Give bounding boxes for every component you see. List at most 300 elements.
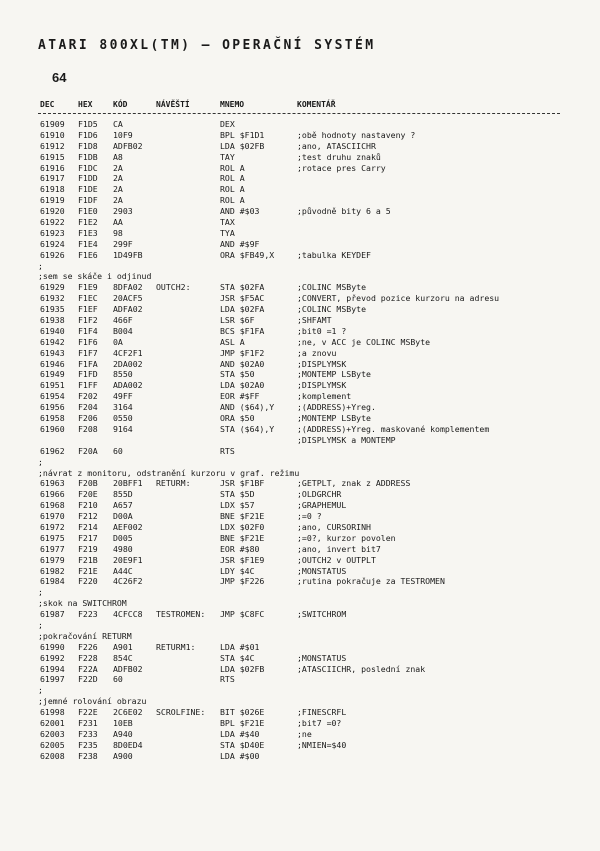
machine-code: ADFA02 (113, 304, 143, 315)
code-line (38, 173, 568, 184)
mnemonic: JMP $F1F2 (220, 347, 265, 358)
machine-code: CA (113, 119, 123, 129)
code-line (38, 533, 568, 544)
comment-text: ;pokračování RETURM (38, 630, 132, 641)
header-comment: KOMENTÁŘ (297, 100, 336, 109)
machine-code: 2903 (113, 206, 133, 217)
dec-address: 61916 (40, 162, 65, 173)
code-line (38, 163, 568, 174)
mnemonic: ROL A (220, 162, 245, 173)
hex-address: F1DC (78, 162, 98, 173)
dec-address: 61982 (40, 565, 65, 576)
dec-address: 61960 (40, 423, 65, 434)
comment: ;bit0 =1 ? (297, 325, 347, 336)
hex-address: F231 (78, 717, 98, 728)
mnemonic: LDA #$00 (220, 750, 260, 761)
mnemonic: JSR $F5AC (220, 293, 265, 304)
hex-address: F1D5 (78, 119, 98, 129)
machine-code: 8550 (113, 369, 133, 380)
dec-address: 61958 (40, 413, 65, 424)
comment: ;ano, ATASCIICHR (297, 140, 376, 151)
machine-code: 299F (113, 238, 133, 249)
comment: ;SHFAMT (297, 315, 332, 326)
mnemonic: AND #$03 (220, 206, 260, 217)
mnemonic: STA $5D (220, 489, 255, 500)
code-line (38, 566, 568, 577)
mnemonic: LDX $57 (220, 500, 255, 511)
machine-code: 9164 (113, 423, 133, 434)
machine-code: 0A (113, 336, 123, 347)
comment-text: ; (38, 685, 43, 696)
dec-address: 61992 (40, 652, 65, 663)
machine-code: 4C26F2 (113, 576, 143, 587)
comment: ;SWITCHROM (297, 609, 347, 620)
hex-address: F233 (78, 728, 98, 739)
dec-address: 61929 (40, 282, 65, 293)
mnemonic: ROL A (220, 173, 245, 184)
dec-address: 61924 (40, 238, 65, 249)
dec-address: 61956 (40, 402, 65, 413)
dec-address: 61970 (40, 511, 65, 522)
dec-address: 61910 (40, 129, 65, 140)
code-line (38, 642, 568, 653)
mnemonic: STA $4C (220, 652, 255, 663)
comment-text: ; (38, 587, 43, 598)
code-line (38, 130, 568, 141)
dec-address: 61962 (40, 445, 65, 456)
comment: ;COLINC MSByte (297, 304, 367, 315)
dec-address: 61909 (40, 119, 65, 129)
label: RETURM: (156, 478, 191, 489)
hex-address: F22D (78, 674, 98, 685)
mnemonic: TYA (220, 227, 235, 238)
machine-code: 20ACF5 (113, 293, 143, 304)
comment-text: ;návrat z monitoru, odstranění kurzoru v graf. režimu (38, 467, 300, 478)
comment-line (38, 631, 568, 642)
code-line (38, 653, 568, 664)
hex-address: F217 (78, 532, 98, 543)
code-line (38, 576, 568, 587)
mnemonic: LDA $02FB (220, 140, 265, 151)
machine-code: A940 (113, 728, 133, 739)
dec-address: 61922 (40, 217, 65, 228)
mnemonic: AND ($64),Y (220, 402, 275, 413)
hex-address: F214 (78, 521, 98, 532)
hex-address: F1EC (78, 293, 98, 304)
dec-address: 61938 (40, 315, 65, 326)
comment: ;MONTEMP LSByte (297, 413, 371, 424)
header-dec: DEC (40, 100, 55, 109)
mnemonic: STA $D40E (220, 739, 265, 750)
dec-address: 61966 (40, 489, 65, 500)
hex-address: F20A (78, 445, 98, 456)
dec-address: 61920 (40, 206, 65, 217)
code-line (38, 348, 568, 359)
comment-line (38, 598, 568, 609)
comment: ;komplement (297, 391, 352, 402)
comment: ;OUTCH2 v OUTPLT (297, 554, 376, 565)
code-line (38, 511, 568, 522)
code-line (38, 413, 568, 424)
mnemonic: BNE $F21E (220, 532, 265, 543)
dec-address: 61940 (40, 325, 65, 336)
comment: ;DISPLYMSK (297, 358, 347, 369)
code-line (38, 217, 568, 228)
comment: ;původně bity 6 a 5 (297, 206, 391, 217)
machine-code: 20BFF1 (113, 478, 143, 489)
comment: ;ano, invert bit7 (297, 543, 381, 554)
label: TESTROMEN: (156, 609, 206, 620)
code-line (38, 718, 568, 729)
hex-address: F223 (78, 609, 98, 620)
hex-address: F204 (78, 402, 98, 413)
dec-address: 61917 (40, 173, 65, 184)
machine-code: 49FF (113, 391, 133, 402)
mnemonic: BNE $F21E (220, 511, 265, 522)
mnemonic: ORA $FB49,X (220, 249, 275, 260)
comment: ;MONSTATUS (297, 652, 347, 663)
dec-address: 61975 (40, 532, 65, 543)
code-line (38, 489, 568, 500)
mnemonic: LDA $02FA (220, 304, 265, 315)
code-line (38, 250, 568, 261)
comment: ;DISPLYMSK a MONTEMP (297, 434, 396, 445)
comment: ;=0?, kurzor povolen (297, 532, 396, 543)
hex-address: F238 (78, 750, 98, 761)
machine-code: 855D (113, 489, 133, 500)
code-line (38, 195, 568, 206)
machine-code: 4CFCC8 (113, 609, 143, 620)
machine-code: 2DA002 (113, 358, 143, 369)
machine-code: 0550 (113, 413, 133, 424)
hex-address: F1DD (78, 173, 98, 184)
mnemonic: BCS $F1FA (220, 325, 265, 336)
code-line (38, 282, 568, 293)
comment: ;(ADDRESS)+Yreg. (297, 402, 376, 413)
dec-address: 61972 (40, 521, 65, 532)
machine-code: 20E9F1 (113, 554, 143, 565)
machine-code: 3164 (113, 402, 133, 413)
code-line (38, 402, 568, 413)
hex-address: F22E (78, 707, 98, 718)
comment: ;obě hodnoty nastaveny ? (297, 129, 416, 140)
dec-address: 61997 (40, 674, 65, 685)
hex-address: F1D6 (78, 129, 98, 140)
mnemonic: JSR $F1E9 (220, 554, 265, 565)
comment: ;bit7 =0? (297, 717, 342, 728)
dec-address: 61954 (40, 391, 65, 402)
mnemonic: TAX (220, 217, 235, 228)
dec-address: 61946 (40, 358, 65, 369)
code-line (38, 707, 568, 718)
hex-address: F1DF (78, 195, 98, 206)
code-line (38, 184, 568, 195)
comment-text: ;skok na SWITCHROM (38, 598, 127, 609)
dec-address: 61963 (40, 478, 65, 489)
mnemonic: LDA #$40 (220, 728, 260, 739)
hex-address: F21E (78, 565, 98, 576)
machine-code: 10F9 (113, 129, 133, 140)
hex-address: F1EF (78, 304, 98, 315)
code-line (38, 751, 568, 762)
hex-address: F228 (78, 652, 98, 663)
mnemonic: LDA #$01 (220, 641, 260, 652)
header-label: NÁVĚŠTÍ (156, 100, 190, 109)
code-line (38, 293, 568, 304)
hex-address: F235 (78, 739, 98, 750)
machine-code: 2A (113, 184, 123, 195)
machine-code: A900 (113, 750, 133, 761)
mnemonic: EOR #$80 (220, 543, 260, 554)
code-line (38, 239, 568, 250)
dec-address: 61984 (40, 576, 65, 587)
header-kod: KÓD (113, 100, 128, 109)
code-line (38, 337, 568, 348)
comment: ;(ADDRESS)+Yreg. maskované komplementem (297, 423, 490, 434)
dec-address: 62005 (40, 739, 65, 750)
dec-address: 61942 (40, 336, 65, 347)
page-number: 64 (52, 70, 67, 85)
hex-address: F1F6 (78, 336, 98, 347)
mnemonic: ORA $50 (220, 413, 255, 424)
comment-line (38, 696, 568, 707)
dec-address: 61943 (40, 347, 65, 358)
code-line (38, 664, 568, 675)
hex-address: F1E2 (78, 217, 98, 228)
machine-code: 2A (113, 195, 123, 206)
mnemonic: AND #$9F (220, 238, 260, 249)
hex-address: F206 (78, 413, 98, 424)
hex-address: F208 (78, 423, 98, 434)
mnemonic: DEX (220, 119, 235, 129)
code-listing (38, 119, 568, 762)
code-line (38, 522, 568, 533)
comment-text: ; (38, 619, 43, 630)
hex-address: F1E6 (78, 249, 98, 260)
hex-address: F1DB (78, 151, 98, 162)
machine-code: A901 (113, 641, 133, 652)
code-line (38, 141, 568, 152)
machine-code: AEF002 (113, 521, 143, 532)
header-mnemo: MNEMO (220, 100, 245, 109)
hex-address: F212 (78, 511, 98, 522)
comment-text: ; (38, 260, 43, 271)
comment: ;rutina pokračuje za TESTROMEN (297, 576, 445, 587)
code-line (38, 674, 568, 685)
dec-address: 61926 (40, 249, 65, 260)
hex-address: F226 (78, 641, 98, 652)
hex-address: F1D8 (78, 140, 98, 151)
code-line (38, 609, 568, 620)
hex-address: F1F4 (78, 325, 98, 336)
hex-address: F210 (78, 500, 98, 511)
code-line (38, 500, 568, 511)
machine-code: 4CF2F1 (113, 347, 143, 358)
mnemonic: JMP $F226 (220, 576, 265, 587)
dec-address: 61979 (40, 554, 65, 565)
hex-address: F1F7 (78, 347, 98, 358)
machine-code: D00A (113, 511, 133, 522)
hex-address: F1E4 (78, 238, 98, 249)
dec-address: 61977 (40, 543, 65, 554)
machine-code: ADA002 (113, 380, 143, 391)
machine-code: 2A (113, 162, 123, 173)
code-line (38, 152, 568, 163)
mnemonic: ASL A (220, 336, 245, 347)
comment-text: ;jemné rolování obrazu (38, 696, 147, 707)
comment-line (38, 685, 568, 696)
machine-code: 4980 (113, 543, 133, 554)
comment: ;ne, v ACC je COLINC MSByte (297, 336, 431, 347)
hex-address: F20B (78, 478, 98, 489)
dec-address: 61935 (40, 304, 65, 315)
mnemonic: LDA $02A0 (220, 380, 265, 391)
hex-address: F1FD (78, 369, 98, 380)
hex-address: F1E0 (78, 206, 98, 217)
machine-code: 854C (113, 652, 133, 663)
dec-address: 62001 (40, 717, 65, 728)
hex-address: F202 (78, 391, 98, 402)
hex-address: F1F2 (78, 315, 98, 326)
hex-address: F1E3 (78, 227, 98, 238)
machine-code: A657 (113, 500, 133, 511)
mnemonic: BIT $026E (220, 707, 265, 718)
mnemonic: RTS (220, 445, 235, 456)
dec-address: 61918 (40, 184, 65, 195)
hex-address: F21B (78, 554, 98, 565)
comment-text: ; (38, 456, 43, 467)
dec-address: 61951 (40, 380, 65, 391)
dec-address: 61923 (40, 227, 65, 238)
mnemonic: EOR #$FF (220, 391, 260, 402)
comment-line (38, 468, 568, 479)
machine-code: B004 (113, 325, 133, 336)
comment: ;GETPLT, znak z ADDRESS (297, 478, 411, 489)
comment: ;DISPLYMSK (297, 380, 347, 391)
comment-text: ;sem se skáče i odjinud (38, 271, 152, 282)
code-line (38, 478, 568, 489)
dec-address: 61912 (40, 140, 65, 151)
mnemonic: STA $02FA (220, 282, 265, 293)
mnemonic: STA $50 (220, 369, 255, 380)
mnemonic: LDY $4C (220, 565, 255, 576)
column-header (38, 100, 558, 112)
mnemonic: STA ($64),Y (220, 423, 275, 434)
mnemonic: RTS (220, 674, 235, 685)
machine-code: 2A (113, 173, 123, 184)
comment-line (38, 271, 568, 282)
mnemonic: LSR $6F (220, 315, 255, 326)
code-line (38, 555, 568, 566)
hex-address: F1E9 (78, 282, 98, 293)
machine-code: 10EB (113, 717, 133, 728)
hex-address: F1DE (78, 184, 98, 195)
comment-line (38, 261, 568, 272)
machine-code: D005 (113, 532, 133, 543)
code-line (38, 359, 568, 370)
code-line (38, 304, 568, 315)
dec-address: 61919 (40, 195, 65, 206)
machine-code: A8 (113, 151, 123, 162)
hex-address: F219 (78, 543, 98, 554)
code-line (38, 391, 568, 402)
comment: ;ne (297, 728, 312, 739)
machine-code: ADFB02 (113, 663, 143, 674)
comment: ;FINESCRFL (297, 707, 347, 718)
header-hex: HEX (78, 100, 93, 109)
dec-address: 61987 (40, 609, 65, 620)
code-line (38, 424, 568, 435)
code-line (38, 544, 568, 555)
comment: ;MONSTATUS (297, 565, 347, 576)
code-line (38, 315, 568, 326)
dec-address: 61949 (40, 369, 65, 380)
code-line (38, 369, 568, 380)
dec-address: 61998 (40, 707, 65, 718)
dec-address: 61990 (40, 641, 65, 652)
code-line (38, 740, 568, 751)
mnemonic: ROL A (220, 195, 245, 206)
code-line (38, 380, 568, 391)
hex-address: F20E (78, 489, 98, 500)
mnemonic: LDA $02FB (220, 663, 265, 674)
dec-address: 61915 (40, 151, 65, 162)
dec-address: 62003 (40, 728, 65, 739)
page-title: ATARI 800XL(TM) — OPERAČNÍ SYSTÉM (38, 38, 376, 53)
mnemonic: LDX $02F0 (220, 521, 265, 532)
comment: ;MONTEMP LSByte (297, 369, 371, 380)
code-line (38, 206, 568, 217)
comment: ;a znovu (297, 347, 337, 358)
comment: ;rotace pres Carry (297, 162, 386, 173)
code-line (38, 729, 568, 740)
machine-code: 60 (113, 674, 123, 685)
hex-address: F220 (78, 576, 98, 587)
machine-code: 60 (113, 445, 123, 456)
comment: ;test druhu znaků (297, 151, 381, 162)
comment: ;COLINC MSByte (297, 282, 367, 293)
machine-code: 8D0ED4 (113, 739, 143, 750)
mnemonic: AND $02A0 (220, 358, 265, 369)
machine-code: 8DFA02 (113, 282, 143, 293)
comment: ;CONVERT, převod pozice kurzoru na adresu (297, 293, 500, 304)
machine-code: ADFB02 (113, 140, 143, 151)
code-line (38, 228, 568, 239)
comment: ;ATASCIICHR, poslední znak (297, 663, 426, 674)
dec-address: 62008 (40, 750, 65, 761)
comment-line (38, 457, 568, 468)
machine-code: AA (113, 217, 123, 228)
label: OUTCH2: (156, 282, 191, 293)
dec-address: 61968 (40, 500, 65, 511)
comment-line (38, 587, 568, 598)
mnemonic: ROL A (220, 184, 245, 195)
mnemonic: BPL $F1D1 (220, 129, 265, 140)
comment: ;OLDGRCHR (297, 489, 342, 500)
comment: ;GRAPHEMUL (297, 500, 347, 511)
label: SCROLFINE: (156, 707, 206, 718)
hex-address: F22A (78, 663, 98, 674)
code-line (38, 119, 568, 130)
code-line (38, 446, 568, 457)
header-rule (38, 113, 560, 114)
machine-code: 1D49FB (113, 249, 143, 260)
hex-address: F1FF (78, 380, 98, 391)
comment: ;=0 ? (297, 511, 322, 522)
comment: ;NMIEN=$40 (297, 739, 347, 750)
comment-line (38, 620, 568, 631)
machine-code: 98 (113, 227, 123, 238)
